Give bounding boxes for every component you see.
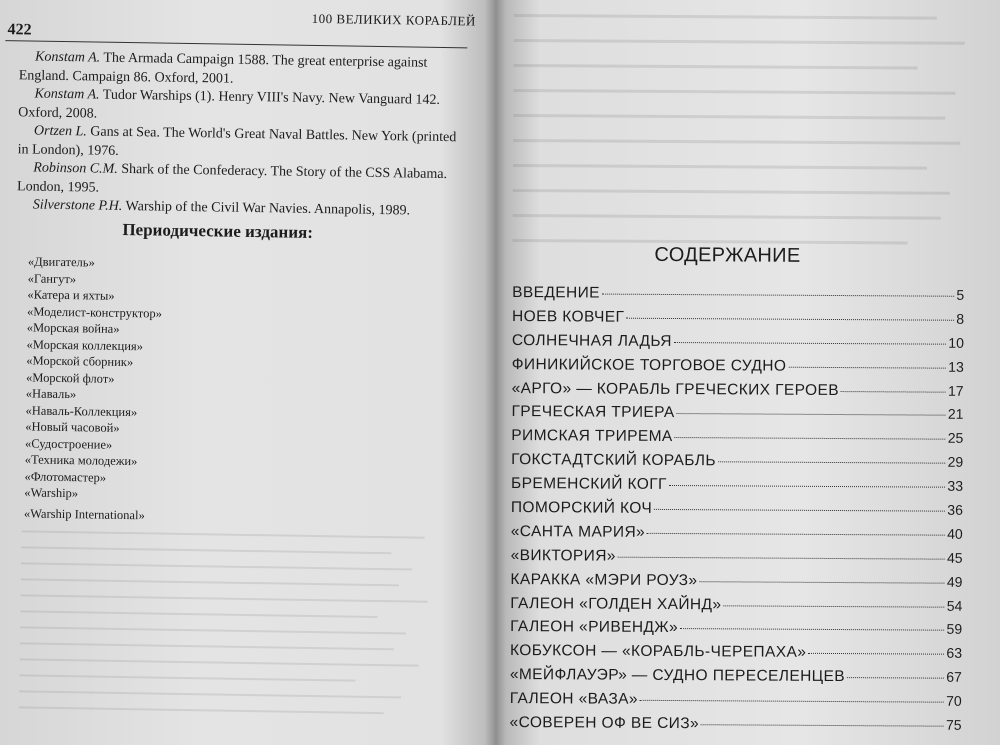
- toc-entry-title: «ВИКТОРИЯ»: [510, 546, 616, 565]
- toc-entry-page: 75: [945, 716, 962, 733]
- periodical-item: «Морской сборник»: [26, 353, 134, 370]
- dot-leader: [677, 413, 946, 416]
- dot-leader: [654, 509, 945, 512]
- toc-entry-title: «МЕЙФЛАУЭР» — СУДНО ПЕРЕСЕЛЕНЦЕВ: [509, 666, 846, 686]
- periodical-item: «Новый часовой»: [25, 419, 120, 435]
- ref-text: Warship of the Civil War Navies. Annapolis, 1989.: [122, 198, 411, 219]
- toc-entry-title: СОЛНЕЧНАЯ ЛАДЬЯ: [511, 331, 672, 350]
- dot-leader: [847, 677, 944, 679]
- toc-entry-title: ВВЕДЕНИЕ: [512, 284, 600, 302]
- toc-entry: [512, 332, 964, 359]
- ref-author: Konstam A.: [34, 49, 101, 66]
- toc-entry-title: ФИНИКИЙСКОЕ ТОРГОВОЕ СУДНО: [511, 355, 787, 375]
- bibliography-list: [17, 48, 460, 221]
- toc-entry-title: БРЕМЕНСКИЙ КОГГ: [510, 475, 667, 494]
- toc-entry-title: НОЕВ КОВЧЕГ: [512, 307, 625, 326]
- periodical-item: «Морской флот»: [25, 369, 115, 386]
- toc-entry-title: ГАЛЕОН «ВАЗА»: [509, 690, 639, 708]
- toc-entry-title: «СОВЕРЕН ОФ ВЕ СИЗ»: [509, 714, 700, 733]
- dot-leader: [675, 437, 946, 440]
- periodical-item: «Техника молодежи»: [24, 452, 138, 469]
- toc-entry-title: ПОМОРСКИЙ КОЧ: [510, 499, 653, 517]
- toc-entry-title: «САНТА МАРИЯ»: [510, 522, 646, 541]
- toc-entry: [510, 642, 962, 669]
- toc-entry: [512, 356, 964, 383]
- toc-entry: [511, 499, 963, 526]
- toc-entry-title: ГАЛЕОН «ГОЛДЕН ХАЙНД»: [510, 594, 722, 613]
- periodicals-list: [24, 253, 163, 523]
- right-page: [503, 0, 1000, 745]
- toc-entry-page: 8: [956, 310, 965, 327]
- dot-leader: [718, 462, 946, 464]
- dot-leader: [602, 294, 954, 297]
- dot-leader: [669, 485, 946, 488]
- bleed-through-text: [19, 530, 442, 729]
- header-rule: [5, 40, 467, 48]
- dot-leader: [701, 724, 944, 726]
- toc-entry: [511, 475, 963, 502]
- toc-entry: [511, 523, 963, 550]
- dot-leader: [640, 700, 944, 703]
- toc-entry-page: 36: [947, 501, 963, 518]
- dot-leader: [647, 533, 945, 536]
- dot-leader: [680, 629, 945, 632]
- toc-entry-title: ГРЕЧЕСКАЯ ТРИЕРА: [511, 403, 675, 422]
- periodicals-heading: Периодические издания:: [122, 219, 314, 242]
- ref-text: Tudor Warships (1). Henry VIII's Navy. New Vanguard 142. Oxford, 2008.: [18, 87, 441, 122]
- dot-leader: [626, 318, 954, 321]
- toc-entry: [510, 618, 962, 645]
- ref-text: The Armada Campaign 1588. The great enterprise against England. Campaign 86. Oxford, 2001.: [18, 50, 428, 87]
- dot-leader: [699, 581, 944, 583]
- periodical-item: «Катера и яхты»: [27, 287, 115, 303]
- periodical-item: «Морская война»: [26, 320, 120, 336]
- ref-text: Gans at Sea. The World's Great Naval Battles. New York (printed in London), 1976.: [17, 124, 457, 159]
- ref-author: Ortzen L.: [33, 123, 87, 140]
- toc-entry-page: 67: [946, 668, 962, 686]
- ref-author: Konstam A.: [34, 86, 100, 103]
- ref-text: Shark of the Confederacy. The Story of the CSS Alabama. London, 1995.: [16, 161, 448, 196]
- page-number: 422: [7, 21, 32, 39]
- toc-entry-page: 29: [947, 453, 964, 471]
- toc-entry: [511, 427, 963, 454]
- periodical-item: «Флотомастер»: [24, 468, 107, 485]
- toc-entry-page: 21: [947, 406, 964, 423]
- toc-entry-page: 63: [946, 645, 963, 662]
- toc-entry-page: 49: [946, 573, 963, 590]
- toc-entry-title: «АРГО» — КОРАБЛЬ ГРЕЧЕСКИХ ГЕРОЕВ: [511, 379, 840, 399]
- toc-entry-title: ГАЛЕОН «РИВЕНДЖ»: [510, 618, 679, 637]
- dot-leader: [618, 556, 945, 559]
- dot-leader: [788, 366, 946, 368]
- toc-entry-page: 59: [946, 621, 963, 638]
- toc-entry-page: 5: [956, 286, 965, 303]
- periodical-item: «Моделист-конструктор»: [27, 303, 163, 321]
- toc-heading: СОДЕРЖАНИЕ: [654, 243, 801, 267]
- bleed-through-text: [512, 14, 984, 267]
- toc-entry-page: 54: [946, 597, 963, 614]
- toc-entry: [511, 451, 963, 478]
- dot-leader: [808, 653, 944, 655]
- toc-entry: [510, 666, 962, 693]
- table-of-contents: [509, 284, 964, 741]
- dot-leader: [674, 342, 946, 345]
- toc-entry-page: 17: [947, 382, 964, 399]
- ref-author: Silverstone P.H.: [32, 197, 123, 214]
- ref-author: Robinson C.M.: [33, 160, 118, 177]
- left-page: [0, 0, 488, 745]
- periodical-item: «Warship»: [24, 485, 79, 501]
- periodical-item: «Наваль-Коллекция»: [25, 402, 138, 419]
- toc-entry: [512, 284, 964, 311]
- toc-entry-page: 10: [948, 334, 964, 351]
- toc-entry: [510, 571, 962, 598]
- toc-entry: [512, 308, 964, 335]
- periodical-item: «Гангут»: [27, 270, 77, 286]
- toc-entry-page: 40: [947, 525, 963, 542]
- toc-entry-title: ГОКСТАДТСКИЙ КОРАБЛЬ: [511, 451, 717, 470]
- toc-entry: [510, 690, 962, 717]
- toc-entry-page: 45: [946, 549, 963, 566]
- toc-entry-title: КОБУКСОН — «КОРАБЛЬ-ЧЕРЕПАХА»: [509, 642, 807, 662]
- periodical-item: «Морская коллекция»: [26, 336, 144, 353]
- toc-entry: [510, 595, 962, 622]
- periodical-item: «Наваль»: [25, 386, 77, 402]
- toc-entry: [512, 380, 964, 407]
- periodical-item: «Судостроение»: [24, 435, 113, 452]
- periodical-item: «Warship International»: [23, 505, 145, 522]
- periodical-item: «Двигатель»: [27, 254, 95, 270]
- toc-entry-page: 33: [947, 477, 964, 494]
- dot-leader: [841, 391, 946, 393]
- dot-leader: [723, 605, 944, 607]
- toc-entry-title: КАРАККА «МЭРИ РОУЗ»: [510, 570, 698, 589]
- toc-entry-page: 70: [946, 692, 962, 709]
- toc-entry-title: РИМСКАЯ ТРИРЕМА: [511, 427, 673, 446]
- toc-entry-page: 13: [948, 358, 964, 375]
- toc-entry: [511, 403, 963, 430]
- toc-entry: [509, 714, 961, 741]
- toc-entry-page: 25: [947, 430, 964, 447]
- running-head: 100 ВЕЛИКИХ КОРАБЛЕЙ: [311, 10, 476, 29]
- toc-entry: [511, 547, 963, 574]
